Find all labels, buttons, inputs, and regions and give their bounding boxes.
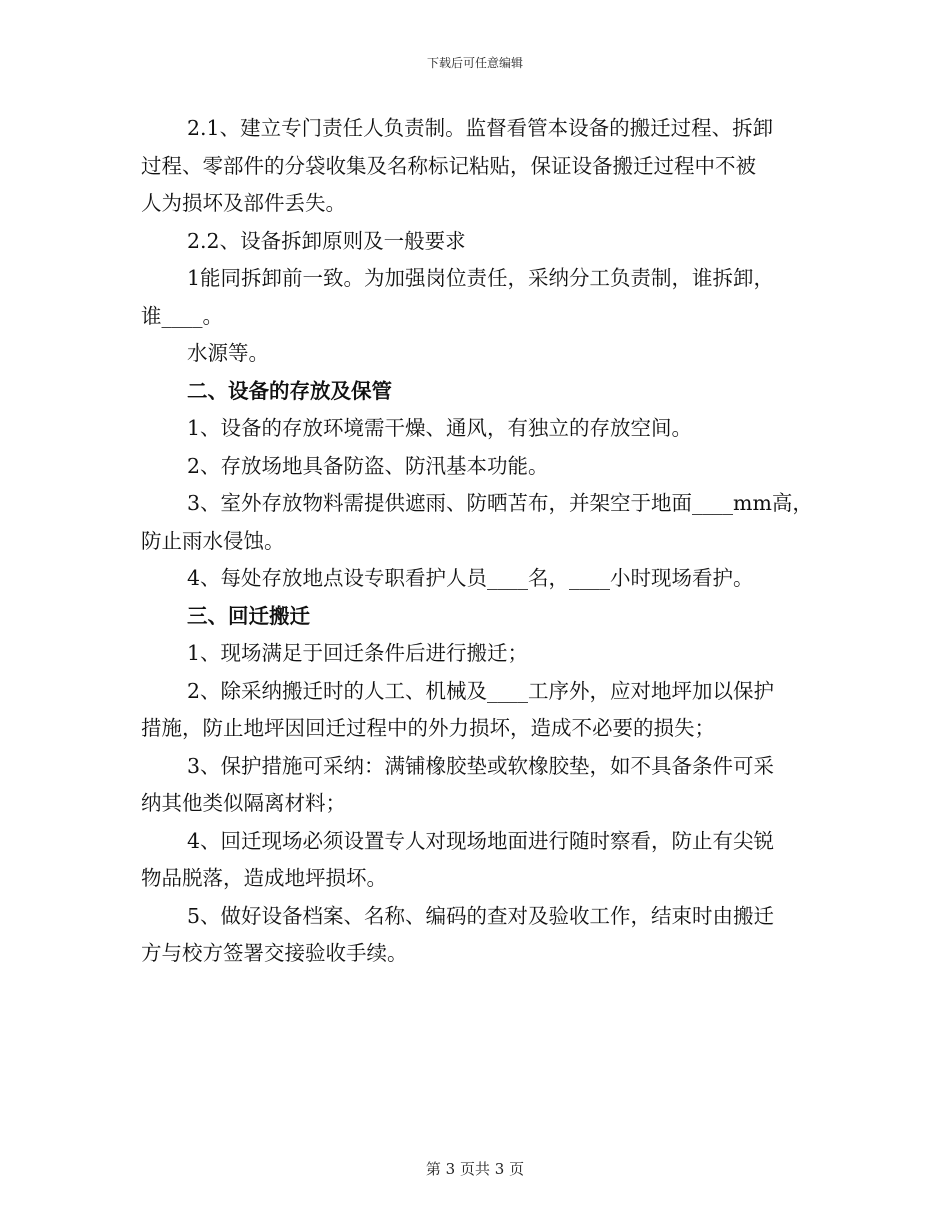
return-item-3-line-2: 纳其他类似隔离材料； [141,791,346,815]
return-item-2-line-1: 2、除采纳搬迁时的人工、机械及____工序外，应对地坪加以保护 [187,678,775,703]
page-header: 下载后可任意编辑 [426,56,523,70]
paragraph-2-2: 2.2、设备拆卸原则及一般要求 [187,228,466,253]
page-footer: 第 3 页共 3 页 [425,1160,525,1178]
storage-item-3-line-2: 防止雨水侵蚀。 [141,528,285,553]
storage-item-2: 2、存放场地具备防盗、防汛基本功能。 [187,453,549,478]
storage-item-3-line-1: 3、室外存放物料需提供遮雨、防晒苫布，并架空于地面____mm高， [187,491,813,515]
return-item-4-line-2: 物品脱落，造成地坪损坏。 [141,866,387,890]
storage-item-4: 4、每处存放地点设专职看护人员____名，____小时现场看护。 [187,566,754,590]
section-heading-return: 三、回迁搬迁 [187,603,310,628]
paragraph-water-source: 水源等。 [187,341,269,365]
document-body [141,113,816,976]
paragraph-2-1-line-1: 2.1、建立专门责任人负责制。监督看管本设备的搬迁过程、拆卸 [187,116,774,140]
return-item-2-line-2: 措施，防止地坪因回迁过程中的外力损坏，造成不必要的损失； [141,716,715,740]
paragraph-dismantle-line-1: 1能同拆卸前一致。为加强岗位责任，采纳分工负责制，谁拆卸， [187,266,775,290]
return-item-1: 1、现场满足于回迁条件后进行搬迁； [187,641,529,665]
return-item-3-line-1: 3、保护措施可采纳：满铺橡胶垫或软橡胶垫，如不具备条件可采 [187,753,775,778]
paragraph-2-1-line-2: 过程、零部件的分袋收集及名称标记粘贴，保证设备搬迁过程中不被 [141,153,756,178]
storage-item-1: 1、设备的存放环境需干燥、通风，有独立的存放空间。 [187,416,693,440]
return-item-4-line-1: 4、回迁现场必须设置专人对现场地面进行随时察看，防止有尖锐 [187,828,775,853]
return-item-5-line-1: 5、做好设备档案、名称、编码的查对及验收工作，结束时由搬迁 [187,903,775,928]
return-item-5-line-2: 方与校方签署交接验收手续。 [141,941,408,965]
paragraph-dismantle-line-2: 谁____。 [141,303,223,328]
paragraph-2-1-line-3: 人为损坏及部件丢失。 [141,191,346,215]
section-heading-storage: 二、设备的存放及保管 [187,378,392,403]
